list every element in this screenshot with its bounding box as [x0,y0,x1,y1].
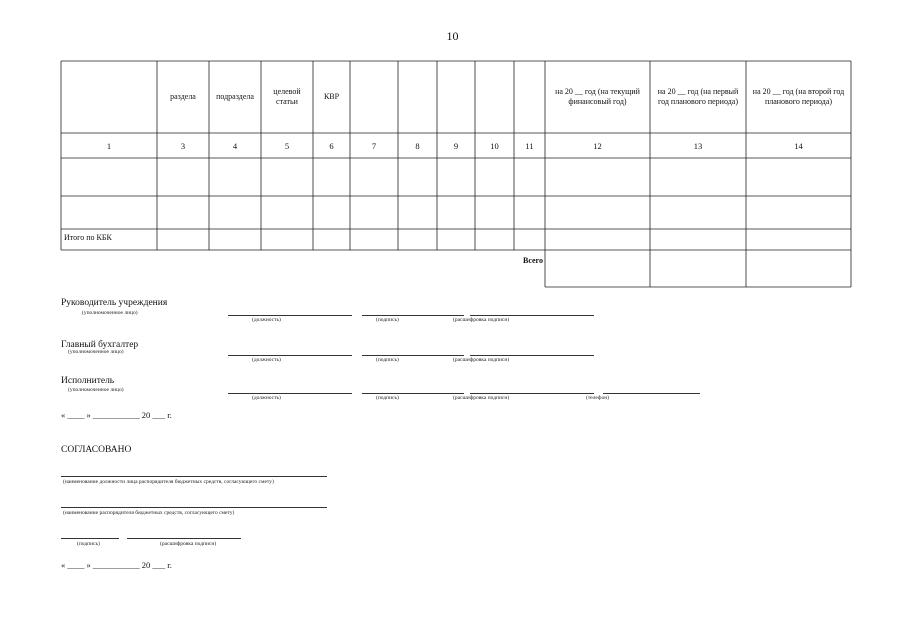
col-number: 1 [106,140,112,151]
col-number: 13 [693,140,703,151]
agreed-title: СОГЛАСОВАНО [61,445,132,455]
col-number: 3 [180,140,186,151]
col-number: 8 [415,140,420,151]
head-position-caption: (должность) [252,317,281,323]
head-sub: (уполномоченное лицо) [82,310,138,316]
total-kbk-label: Итого по КБК [64,233,112,242]
header-current-year: на 20 __ год (на текущий финансовый год) [555,87,640,106]
col-number: 10 [490,140,499,151]
head-title: Руководитель учреждения [61,298,168,308]
agreed-position-line [61,476,327,477]
col-number: 11 [525,140,534,151]
agreed-signature-line [61,538,119,539]
accountant-signature-caption: (подпись) [376,357,399,363]
header-subsection: подраздела [216,92,254,101]
executor-position-line [228,393,352,394]
executor-phone-caption: (телефон) [586,395,610,401]
executor-phone-line [603,393,700,394]
accountant-decode-line [470,355,594,356]
agreed-date-line: « ____ » ___________ 20 ___ г. [61,560,172,570]
col-number: 14 [794,140,803,151]
header-kvr: КВР [323,92,340,101]
header-target-article: целевой статьи [273,87,301,106]
head-signature-caption: (подпись) [376,317,399,323]
total-all-label: Всего [523,256,543,265]
head-signature-line [362,315,464,316]
accountant-decode-caption: (расшифровка подписи) [453,357,510,363]
accountant-title: Главный бухгалтер [61,340,139,350]
head-decode-line [470,315,594,316]
agreed-decode-line [127,538,241,539]
accountant-position-line [228,355,352,356]
agreed-name-caption: (наименование распорядителя бюджетных средств, согласующего смету) [63,510,235,516]
header-first-plan-year: на 20 __ год (на первый год планового периода) [657,87,739,106]
executor-signature-caption: (подпись) [376,395,399,401]
agreed-position-caption: (наименование должности лица распорядителя бюджетных средств, согласующего смету) [63,479,274,485]
agreed-name-line [61,507,327,508]
agreed-decode-caption: (расшифровка подписи) [160,541,217,547]
date-line: « ____ » ___________ 20 ___ г. [61,410,172,420]
page-number: 10 [446,29,459,43]
col-number: 9 [453,140,459,151]
executor-decode-line [470,393,594,394]
col-number: 12 [593,140,602,151]
accountant-position-caption: (должность) [252,357,281,363]
head-position-line [228,315,352,316]
executor-title: Исполнитель [61,376,115,386]
header-section: раздела [170,92,196,101]
agreed-signature-caption: (подпись) [77,541,100,547]
accountant-signature-line [362,355,464,356]
executor-decode-caption: (расшифровка подписи) [453,395,510,401]
executor-sub: (уполномоченное лицо) [68,387,124,393]
col-number: 4 [232,140,238,151]
col-number: 5 [284,140,290,151]
accountant-sub: (уполномоченное лицо) [68,349,124,355]
executor-signature-line [362,393,464,394]
head-decode-caption: (расшифровка подписи) [453,317,510,323]
col-number: 7 [371,140,377,151]
executor-position-caption: (должность) [252,395,281,401]
col-number: 6 [329,140,334,151]
header-second-plan-year: на 20 __ год (на второй год планового периода) [752,87,845,106]
